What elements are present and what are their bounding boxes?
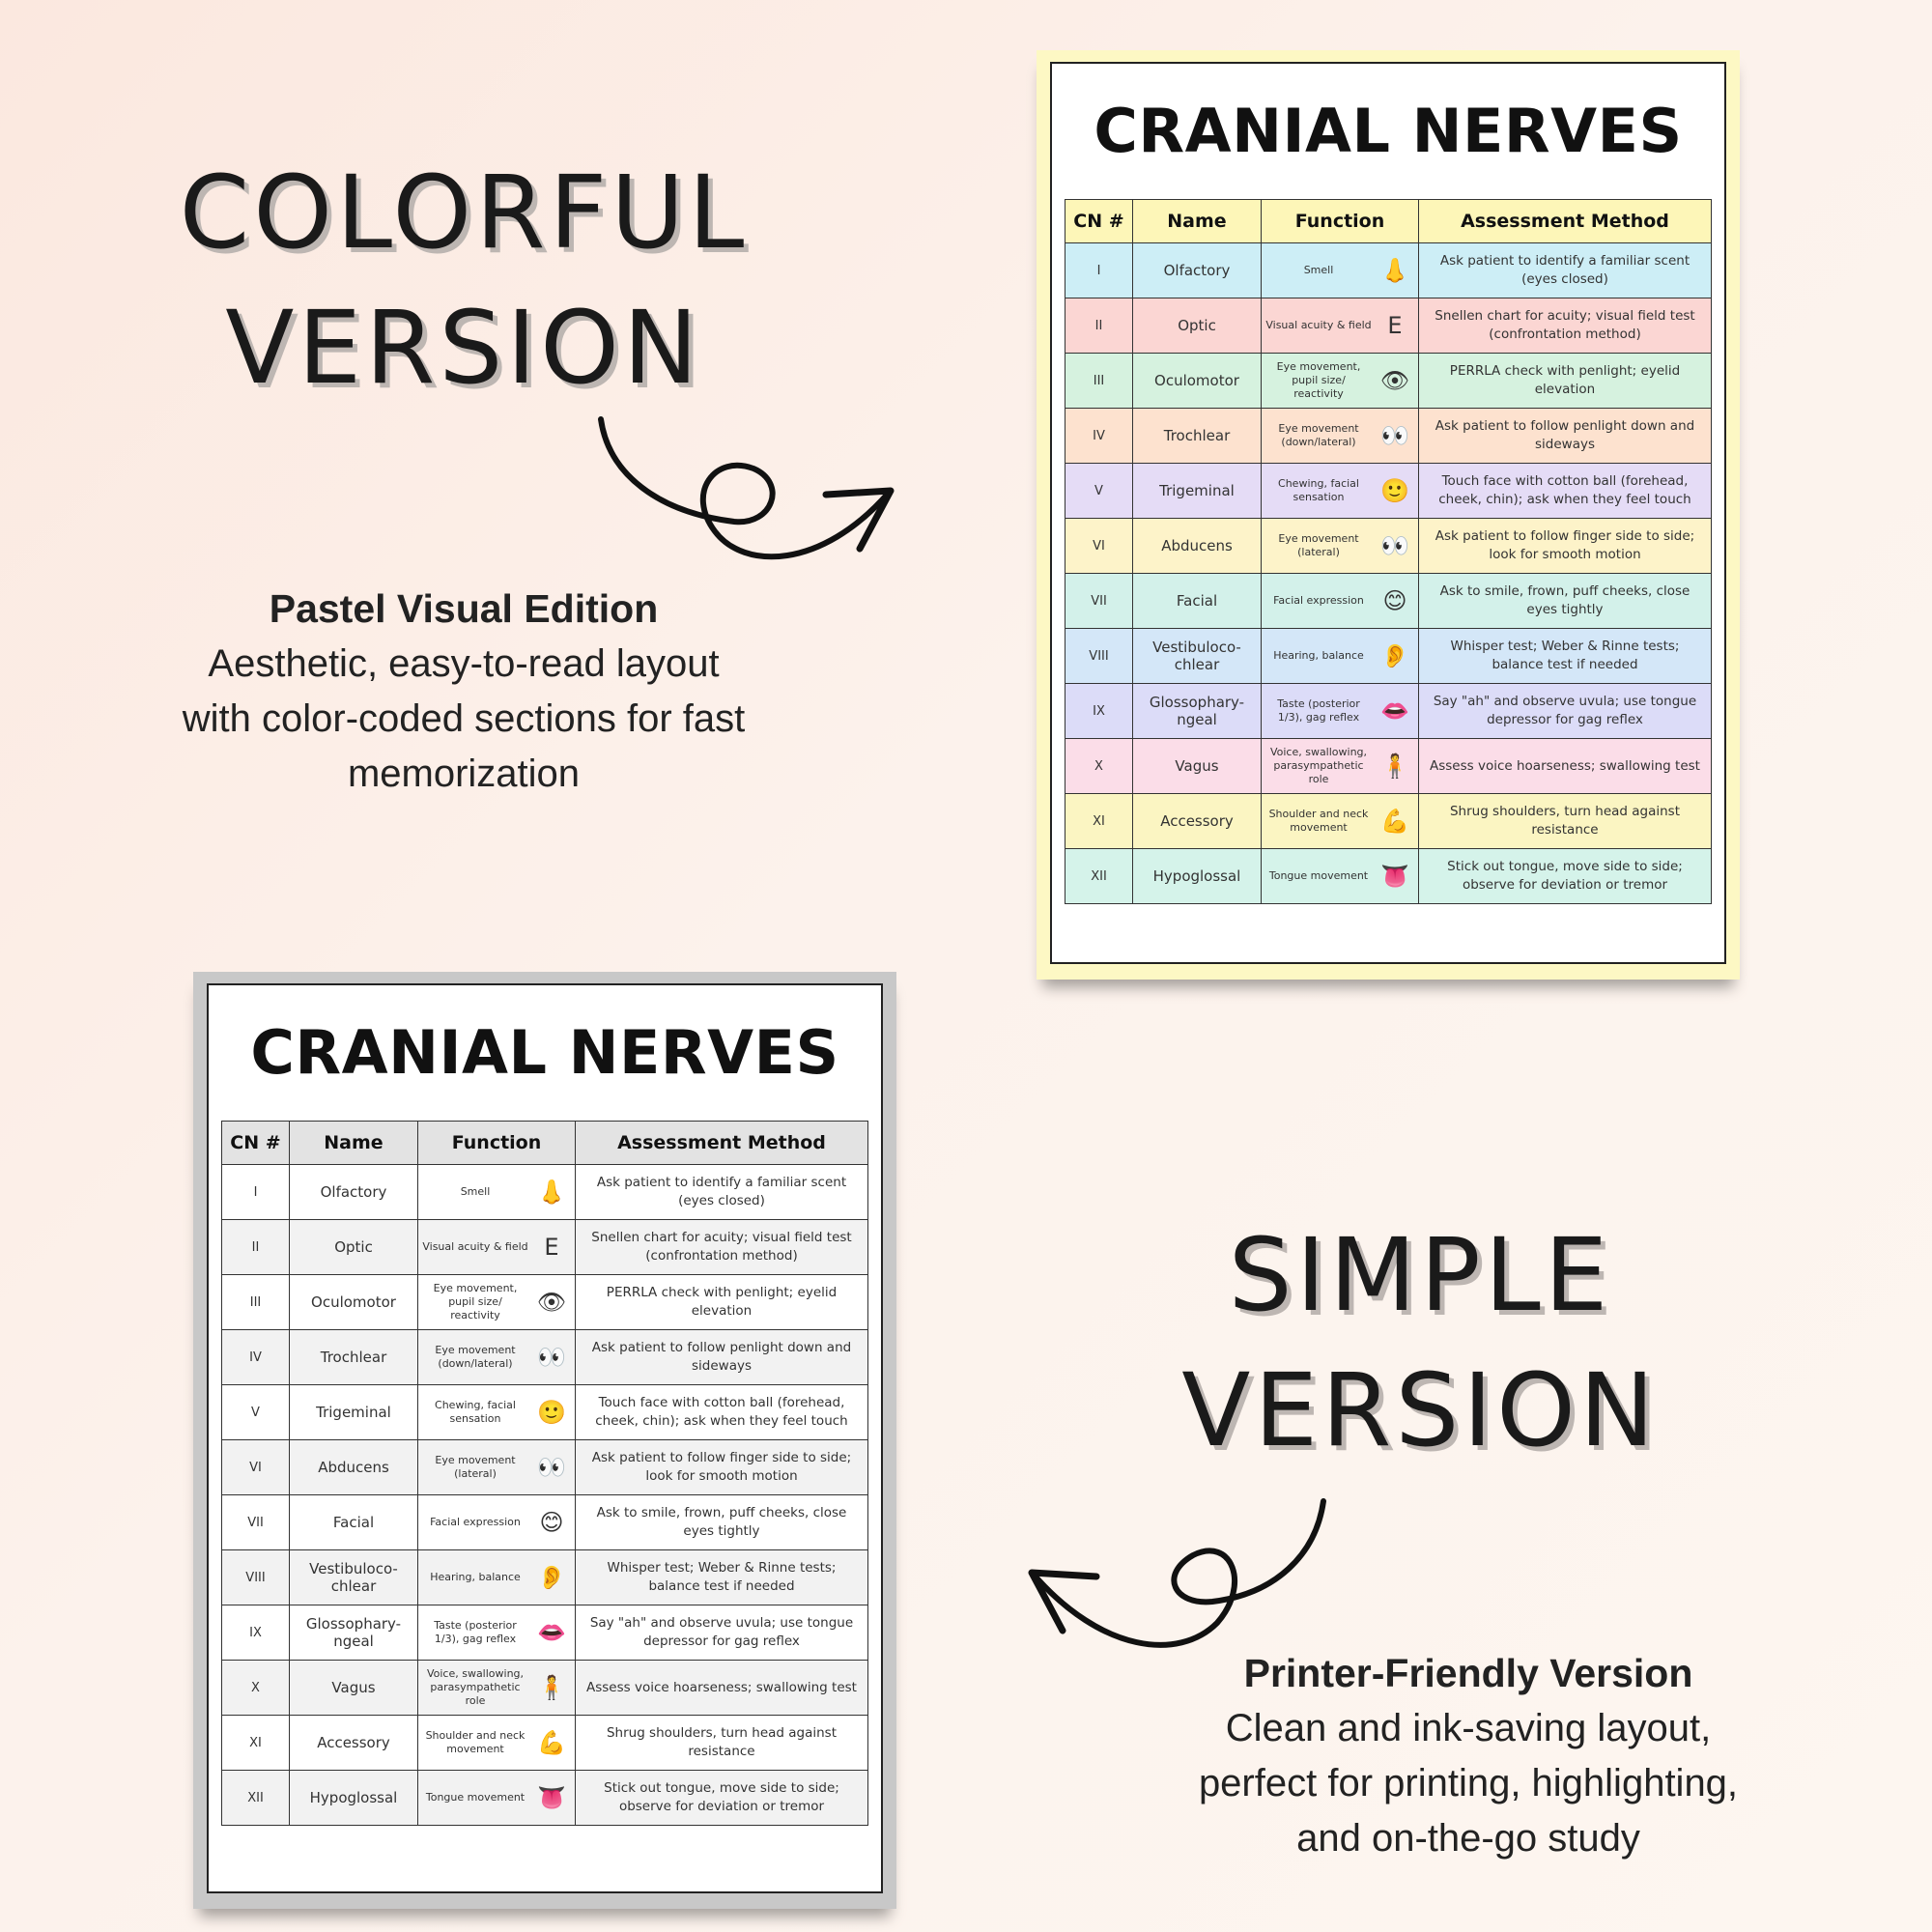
nerve-function — [1262, 629, 1419, 684]
nerve-function — [1262, 243, 1419, 298]
assessment-method: PERRLA check with penlight; eyelid elevation — [1419, 354, 1712, 409]
nerve-name: Trigeminal — [1133, 464, 1262, 519]
assessment-method: Assess voice hoarseness; swallowing test — [1419, 739, 1712, 794]
cn-number: III — [1065, 354, 1133, 409]
table-row — [222, 1771, 868, 1826]
shoulder-icon: 💪 — [1380, 808, 1409, 835]
assessment-method: PERRLA check with penlight; eyelid elevation — [576, 1275, 868, 1330]
table-row — [1065, 739, 1712, 794]
nerve-name: Facial — [290, 1495, 418, 1550]
colorful-caption-line: Aesthetic, easy-to-read layout — [208, 642, 720, 685]
table-row — [222, 1275, 868, 1330]
assessment-method: Snellen chart for acuity; visual field test (confrontation method) — [576, 1220, 868, 1275]
nerve-function — [1262, 464, 1419, 519]
assessment-method: Snellen chart for acuity; visual field test (confrontation method) — [1419, 298, 1712, 354]
function-text: Chewing, facial sensation — [435, 1399, 516, 1425]
table-row — [222, 1550, 868, 1605]
function-text: Voice, swallowing, parasympathetic role — [1269, 746, 1368, 785]
cn-number: II — [1065, 298, 1133, 354]
face-sensation-icon: 🙂 — [537, 1399, 566, 1426]
header-assessment: Assessment Method — [576, 1122, 868, 1165]
function-text: Eye movement, pupil size/ reactivity — [433, 1282, 518, 1321]
colorful-poster — [1037, 50, 1740, 980]
nerve-name: Trochlear — [1133, 409, 1262, 464]
simple-poster — [193, 972, 896, 1909]
nerve-name: Vestibuloco-chlear — [1133, 629, 1262, 684]
cn-number: XI — [1065, 794, 1133, 849]
nerve-function — [1262, 849, 1419, 904]
poster-title: CRANIAL NERVES — [1094, 96, 1683, 166]
nerve-function — [418, 1771, 576, 1826]
assessment-method: Touch face with cotton ball (forehead, cheek, chin); ask when they feel touch — [1419, 464, 1712, 519]
colorful-version-heading — [135, 145, 792, 415]
tongue-icon: 👅 — [537, 1784, 566, 1811]
header-name: Name — [1133, 200, 1262, 243]
colorful-caption-line: with color-coded sections for fast — [182, 697, 746, 740]
mouth-icon: 👄 — [1380, 697, 1409, 724]
table-header-row — [222, 1122, 868, 1165]
table-row — [1065, 354, 1712, 409]
cn-number: IV — [1065, 409, 1133, 464]
assessment-method: Shrug shoulders, turn head against resistance — [576, 1716, 868, 1771]
cn-number: X — [1065, 739, 1133, 794]
table-row — [222, 1661, 868, 1716]
table-row — [1065, 243, 1712, 298]
cn-number: X — [222, 1661, 290, 1716]
eyes-lateral-icon: 👀 — [1380, 532, 1409, 559]
function-text: Chewing, facial sensation — [1278, 477, 1359, 503]
cranial-nerves-table — [1065, 199, 1712, 904]
eyes-down-icon: 👀 — [1380, 422, 1409, 449]
nerve-function — [418, 1275, 576, 1330]
table-row — [222, 1440, 868, 1495]
curly-arrow-right-icon — [580, 406, 908, 599]
function-text: Eye movement (down/lateral) — [1278, 422, 1359, 448]
assessment-method: Whisper test; Weber & Rinne tests; balance test if needed — [1419, 629, 1712, 684]
function-text: Eye movement (lateral) — [1278, 532, 1359, 558]
table-row — [1065, 464, 1712, 519]
function-text: Visual acuity & field — [1265, 319, 1372, 331]
cn-number: IX — [222, 1605, 290, 1661]
assessment-method: Whisper test; Weber & Rinne tests; balance test if needed — [576, 1550, 868, 1605]
table-row — [222, 1165, 868, 1220]
assessment-method: Ask patient to follow penlight down and sideways — [576, 1330, 868, 1385]
simple-caption-line: and on-the-go study — [1296, 1817, 1640, 1860]
ear-icon: 👂 — [1380, 642, 1409, 669]
nerve-name: Facial — [1133, 574, 1262, 629]
header-name: Name — [290, 1122, 418, 1165]
nerve-function — [1262, 519, 1419, 574]
table-row — [1065, 794, 1712, 849]
nerve-function — [418, 1550, 576, 1605]
nerve-name: Olfactory — [290, 1165, 418, 1220]
nerve-function — [418, 1495, 576, 1550]
nerve-name: Accessory — [1133, 794, 1262, 849]
assessment-method: Say "ah" and observe uvula; use tongue depressor for gag reflex — [1419, 684, 1712, 739]
nerve-function — [418, 1661, 576, 1716]
cn-number: VI — [1065, 519, 1133, 574]
nerve-name: Accessory — [290, 1716, 418, 1771]
table-row — [222, 1385, 868, 1440]
simple-heading-line1: SIMPLE — [1228, 1216, 1612, 1334]
cn-number: XII — [222, 1771, 290, 1826]
header-function: Function — [418, 1122, 576, 1165]
table-header-row — [1065, 200, 1712, 243]
nerve-name: Oculomotor — [290, 1275, 418, 1330]
nerve-name: Optic — [290, 1220, 418, 1275]
nerve-name: Trochlear — [290, 1330, 418, 1385]
assessment-method: Ask patient to follow penlight down and sideways — [1419, 409, 1712, 464]
cn-number: VIII — [222, 1550, 290, 1605]
facial-expression-icon: 😊 — [1382, 587, 1407, 614]
cn-number: V — [222, 1385, 290, 1440]
cn-number: I — [222, 1165, 290, 1220]
function-text: Visual acuity & field — [422, 1240, 528, 1253]
nerve-name: Oculomotor — [1133, 354, 1262, 409]
nerve-function — [418, 1165, 576, 1220]
assessment-method: Stick out tongue, move side to side; observe for deviation or tremor — [1419, 849, 1712, 904]
cn-number: XI — [222, 1716, 290, 1771]
person-throat-icon: 🧍 — [537, 1674, 566, 1701]
header-cn: CN # — [1065, 200, 1133, 243]
nerve-function — [418, 1220, 576, 1275]
nerve-function — [1262, 684, 1419, 739]
cn-number: VII — [222, 1495, 290, 1550]
simple-version-heading — [1072, 1208, 1768, 1478]
assessment-method: Ask patient to follow finger side to side; look for smooth motion — [1419, 519, 1712, 574]
ear-icon: 👂 — [537, 1564, 566, 1591]
header-assessment: Assessment Method — [1419, 200, 1712, 243]
nerve-name: Abducens — [1133, 519, 1262, 574]
colorful-heading-line2: VERSION — [225, 289, 702, 407]
function-text: Voice, swallowing, parasympathetic role — [426, 1667, 525, 1707]
nerve-function — [1262, 739, 1419, 794]
colorful-heading-line1: COLORFUL — [179, 154, 749, 271]
nerve-function — [418, 1330, 576, 1385]
table-row — [1065, 629, 1712, 684]
function-text: Hearing, balance — [430, 1571, 521, 1583]
assessment-method: Stick out tongue, move side to side; observe for deviation or tremor — [576, 1771, 868, 1826]
function-text: Taste (posterior 1/3), gag reflex — [434, 1619, 517, 1645]
nerve-name: Hypoglossal — [1133, 849, 1262, 904]
cn-number: IX — [1065, 684, 1133, 739]
table-row — [1065, 519, 1712, 574]
assessment-method: Touch face with cotton ball (forehead, cheek, chin); ask when they feel touch — [576, 1385, 868, 1440]
nerve-function — [418, 1716, 576, 1771]
mouth-icon: 👄 — [537, 1619, 566, 1646]
cn-number: VII — [1065, 574, 1133, 629]
nerve-function — [1262, 574, 1419, 629]
shoulder-icon: 💪 — [537, 1729, 566, 1756]
assessment-method: Ask to smile, frown, puff cheeks, close eyes tightly — [1419, 574, 1712, 629]
nose-icon: 👃 — [537, 1179, 566, 1206]
facial-expression-icon: 😊 — [539, 1509, 564, 1536]
simple-caption-line: perfect for printing, highlighting, — [1198, 1762, 1739, 1804]
assessment-method: Say "ah" and observe uvula; use tongue depressor for gag reflex — [576, 1605, 868, 1661]
poster-sheet — [1050, 62, 1726, 964]
nerve-name: Vestibuloco-chlear — [290, 1550, 418, 1605]
assessment-method: Assess voice hoarseness; swallowing test — [576, 1661, 868, 1716]
nerve-name: Glossophary-ngeal — [1133, 684, 1262, 739]
simple-caption-line: Clean and ink-saving layout, — [1225, 1707, 1712, 1749]
eye-chart-icon: E — [1387, 312, 1403, 339]
table-row — [1065, 574, 1712, 629]
table-row — [222, 1220, 868, 1275]
cn-number: I — [1065, 243, 1133, 298]
nerve-function — [1262, 298, 1419, 354]
eyes-down-icon: 👀 — [537, 1344, 566, 1371]
simple-heading-line2: VERSION — [1181, 1351, 1659, 1469]
poster-sheet — [207, 983, 883, 1893]
nerve-function — [418, 1385, 576, 1440]
assessment-method: Ask patient to identify a familiar scent (eyes closed) — [576, 1165, 868, 1220]
nerve-name: Abducens — [290, 1440, 418, 1495]
assessment-method: Shrug shoulders, turn head against resistance — [1419, 794, 1712, 849]
table-row — [222, 1605, 868, 1661]
poster-title: CRANIAL NERVES — [250, 1017, 839, 1088]
simple-caption — [1135, 1646, 1802, 1866]
nerve-name: Trigeminal — [290, 1385, 418, 1440]
simple-caption-title: Printer-Friendly Version — [1243, 1651, 1693, 1695]
table-row — [1065, 684, 1712, 739]
nerve-name: Olfactory — [1133, 243, 1262, 298]
function-text: Facial expression — [1273, 594, 1364, 607]
assessment-method: Ask to smile, frown, puff cheeks, close eyes tightly — [576, 1495, 868, 1550]
nerve-name: Hypoglossal — [290, 1771, 418, 1826]
function-text: Smell — [460, 1185, 491, 1198]
function-text: Tongue movement — [1268, 869, 1369, 882]
nerve-name: Glossophary-ngeal — [290, 1605, 418, 1661]
nerve-function — [1262, 409, 1419, 464]
nerve-function — [1262, 354, 1419, 409]
cn-number: XII — [1065, 849, 1133, 904]
colorful-caption — [135, 582, 792, 802]
function-text: Shoulder and neck movement — [1268, 808, 1369, 834]
function-text: Taste (posterior 1/3), gag reflex — [1277, 697, 1360, 724]
nerve-name: Vagus — [290, 1661, 418, 1716]
cn-number: II — [222, 1220, 290, 1275]
eyes-lateral-icon: 👀 — [537, 1454, 566, 1481]
cn-number: VIII — [1065, 629, 1133, 684]
person-throat-icon: 🧍 — [1380, 753, 1409, 780]
function-text: Shoulder and neck movement — [425, 1729, 526, 1755]
tongue-icon: 👅 — [1380, 863, 1409, 890]
function-text: Facial expression — [430, 1516, 521, 1528]
function-text: Eye movement (down/lateral) — [435, 1344, 516, 1370]
table-row — [222, 1716, 868, 1771]
eye-icon: 👁 — [1379, 367, 1410, 394]
eye-chart-icon: E — [544, 1234, 559, 1261]
table-row — [1065, 849, 1712, 904]
table-row — [1065, 298, 1712, 354]
cn-number: IV — [222, 1330, 290, 1385]
function-text: Eye movement, pupil size/ reactivity — [1276, 360, 1361, 400]
nerve-function — [418, 1440, 576, 1495]
function-text: Hearing, balance — [1273, 649, 1364, 662]
colorful-caption-line: memorization — [347, 753, 581, 795]
cn-number: V — [1065, 464, 1133, 519]
cranial-nerves-table — [221, 1121, 868, 1826]
cn-number: III — [222, 1275, 290, 1330]
nerve-function — [418, 1605, 576, 1661]
eye-icon: 👁 — [536, 1289, 567, 1316]
header-cn: CN # — [222, 1122, 290, 1165]
table-row — [222, 1495, 868, 1550]
function-text: Eye movement (lateral) — [435, 1454, 516, 1480]
nerve-name: Optic — [1133, 298, 1262, 354]
assessment-method: Ask patient to identify a familiar scent (eyes closed) — [1419, 243, 1712, 298]
nerve-name: Vagus — [1133, 739, 1262, 794]
nose-icon: 👃 — [1380, 257, 1409, 284]
table-row — [1065, 409, 1712, 464]
function-text: Tongue movement — [425, 1791, 526, 1804]
cn-number: VI — [222, 1440, 290, 1495]
colorful-caption-title: Pastel Visual Edition — [269, 586, 659, 631]
face-sensation-icon: 🙂 — [1380, 477, 1409, 504]
header-function: Function — [1262, 200, 1419, 243]
table-row — [222, 1330, 868, 1385]
nerve-function — [1262, 794, 1419, 849]
function-text: Smell — [1303, 264, 1334, 276]
assessment-method: Ask patient to follow finger side to side; look for smooth motion — [576, 1440, 868, 1495]
